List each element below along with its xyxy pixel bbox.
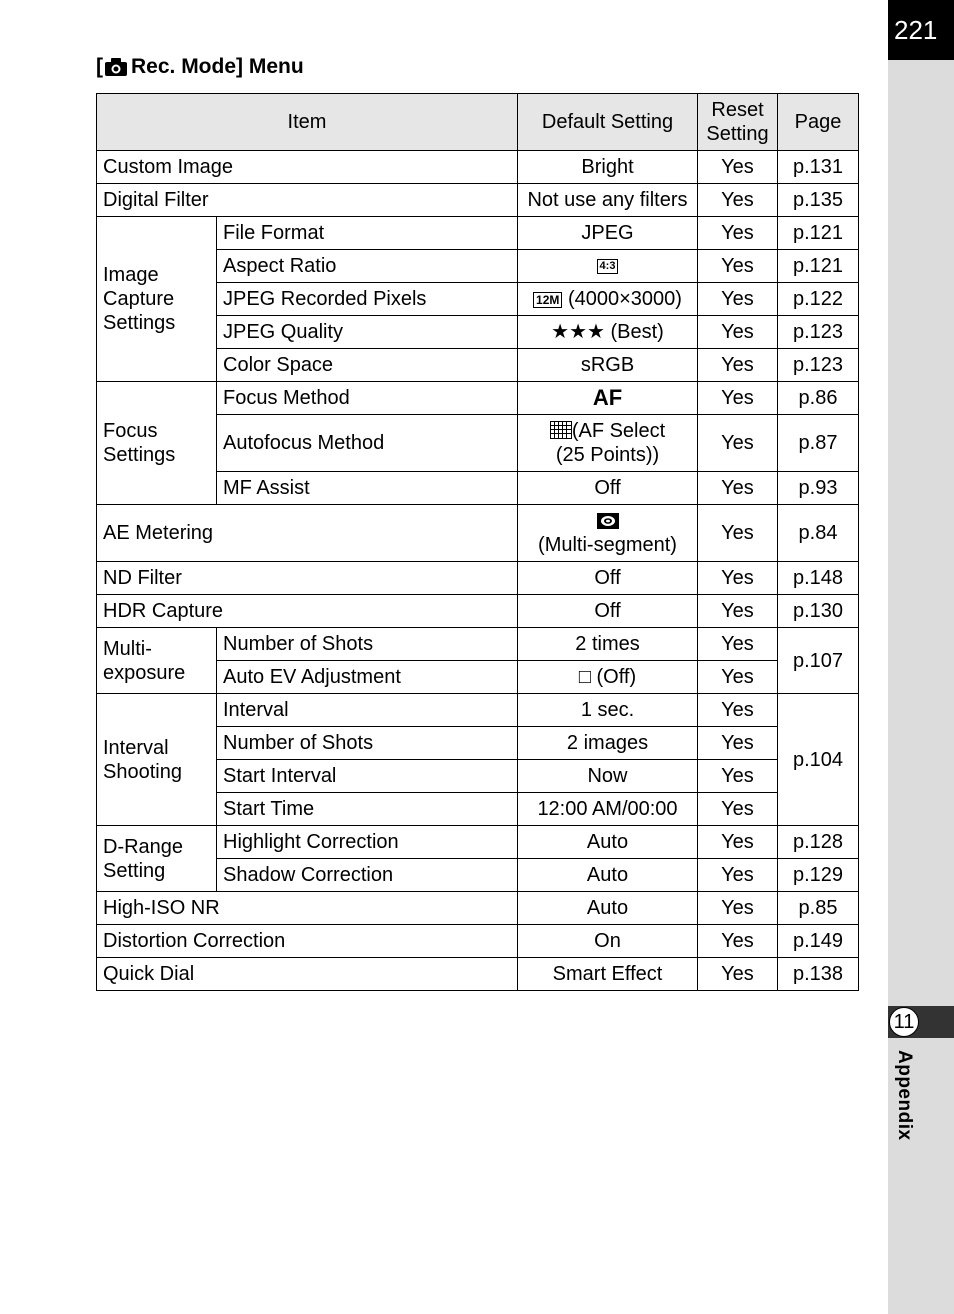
page-cell: p.85 bbox=[778, 892, 859, 925]
default-value: (Multi-segment) bbox=[538, 534, 677, 556]
default-cell bbox=[518, 283, 698, 316]
multi-segment-metering-icon bbox=[597, 513, 619, 529]
default-cell: 12:00 AM/00:00 bbox=[518, 793, 698, 826]
page-cell: p.130 bbox=[778, 595, 859, 628]
item-cell: Autofocus Method bbox=[217, 415, 518, 472]
chapter-label: Appendix bbox=[894, 1050, 915, 1141]
page-cell: p.107 bbox=[778, 628, 859, 694]
page-cell: p.121 bbox=[778, 250, 859, 283]
reset-cell: Yes bbox=[698, 925, 778, 958]
table-row bbox=[97, 184, 859, 217]
item-cell: Highlight Correction bbox=[217, 826, 518, 859]
item-cell: Custom Image bbox=[97, 151, 518, 184]
default-cell bbox=[518, 505, 698, 562]
default-cell: Auto bbox=[518, 892, 698, 925]
default-cell: Auto bbox=[518, 826, 698, 859]
default-value: (4000×3000) bbox=[567, 288, 682, 310]
group-cell: Image Capture Settings bbox=[97, 217, 217, 382]
table-row bbox=[97, 382, 859, 415]
default-cell: ★★★ (Best) bbox=[518, 316, 698, 349]
column-header-item: Item bbox=[97, 94, 518, 151]
reset-cell: Yes bbox=[698, 250, 778, 283]
default-value-line1: (AF Select bbox=[571, 420, 666, 442]
default-cell: Off bbox=[518, 562, 698, 595]
reset-cell: Yes bbox=[698, 316, 778, 349]
reset-cell: Yes bbox=[698, 628, 778, 661]
item-cell: Shadow Correction bbox=[217, 859, 518, 892]
reset-cell: Yes bbox=[698, 793, 778, 826]
table-row bbox=[97, 151, 859, 184]
table-row bbox=[97, 505, 859, 562]
item-cell: Aspect Ratio bbox=[217, 250, 518, 283]
reset-cell: Yes bbox=[698, 382, 778, 415]
default-cell: 1 sec. bbox=[518, 694, 698, 727]
page-cell: p.123 bbox=[778, 349, 859, 382]
default-cell bbox=[518, 250, 698, 283]
aspect-ratio-icon: 4:3 bbox=[597, 259, 619, 274]
page-cell: p.104 bbox=[778, 694, 859, 826]
item-cell: High-ISO NR bbox=[97, 892, 518, 925]
page-number: 221 bbox=[888, 0, 954, 60]
default-value-line2: (25 Points)) bbox=[555, 444, 660, 466]
item-cell: Quick Dial bbox=[97, 958, 518, 991]
default-cell bbox=[518, 415, 698, 472]
table-row bbox=[97, 694, 859, 727]
page-cell: p.131 bbox=[778, 151, 859, 184]
rec-mode-menu-table bbox=[96, 93, 859, 991]
table-row bbox=[97, 958, 859, 991]
item-cell: Distortion Correction bbox=[97, 925, 518, 958]
group-cell: Multi- exposure bbox=[97, 628, 217, 694]
group-cell: D-Range Setting bbox=[97, 826, 217, 892]
default-cell: Smart Effect bbox=[518, 958, 698, 991]
heading-suffix: Rec. Mode] Menu bbox=[131, 55, 304, 78]
af-select-grid-icon bbox=[550, 421, 572, 439]
default-cell: Off bbox=[518, 472, 698, 505]
reset-cell: Yes bbox=[698, 184, 778, 217]
group-cell: Interval Shooting bbox=[97, 694, 217, 826]
item-cell: AE Metering bbox=[97, 505, 518, 562]
reset-cell: Yes bbox=[698, 283, 778, 316]
pixels-12m-icon: 12M bbox=[533, 292, 562, 308]
item-cell: Focus Method bbox=[217, 382, 518, 415]
reset-cell: Yes bbox=[698, 415, 778, 472]
default-cell: sRGB bbox=[518, 349, 698, 382]
default-cell: AF bbox=[518, 382, 698, 415]
heading-prefix: [ bbox=[96, 55, 103, 78]
default-cell: JPEG bbox=[518, 217, 698, 250]
item-cell: HDR Capture bbox=[97, 595, 518, 628]
camera-icon bbox=[105, 58, 127, 76]
table-row bbox=[97, 562, 859, 595]
page-cell: p.86 bbox=[778, 382, 859, 415]
default-cell: On bbox=[518, 925, 698, 958]
page-cell: p.128 bbox=[778, 826, 859, 859]
reset-cell: Yes bbox=[698, 217, 778, 250]
reset-cell: Yes bbox=[698, 562, 778, 595]
page-cell: p.129 bbox=[778, 859, 859, 892]
default-cell: Auto bbox=[518, 859, 698, 892]
reset-cell: Yes bbox=[698, 661, 778, 694]
table-row bbox=[97, 925, 859, 958]
reset-cell: Yes bbox=[698, 595, 778, 628]
default-cell: □ (Off) bbox=[518, 661, 698, 694]
item-cell: Digital Filter bbox=[97, 184, 518, 217]
page-cell: p.138 bbox=[778, 958, 859, 991]
item-cell: Start Time bbox=[217, 793, 518, 826]
page-title bbox=[96, 55, 304, 79]
page-cell: p.148 bbox=[778, 562, 859, 595]
item-cell: MF Assist bbox=[217, 472, 518, 505]
item-cell: ND Filter bbox=[97, 562, 518, 595]
default-cell: Now bbox=[518, 760, 698, 793]
reset-cell: Yes bbox=[698, 892, 778, 925]
page-cell: p.87 bbox=[778, 415, 859, 472]
column-header-default: Default Setting bbox=[518, 94, 698, 151]
table-row bbox=[97, 826, 859, 859]
default-cell: Not use any filters bbox=[518, 184, 698, 217]
table-header-row bbox=[97, 94, 859, 151]
item-cell: Auto EV Adjustment bbox=[217, 661, 518, 694]
item-cell: Number of Shots bbox=[217, 628, 518, 661]
item-cell: Color Space bbox=[217, 349, 518, 382]
table-row bbox=[97, 892, 859, 925]
page-cell: p.135 bbox=[778, 184, 859, 217]
column-header-reset: Reset Setting bbox=[698, 94, 778, 151]
default-cell: 2 images bbox=[518, 727, 698, 760]
table-row bbox=[97, 217, 859, 250]
page-cell: p.123 bbox=[778, 316, 859, 349]
page-cell: p.121 bbox=[778, 217, 859, 250]
default-cell: Off bbox=[518, 595, 698, 628]
page-cell: p.149 bbox=[778, 925, 859, 958]
default-cell: Bright bbox=[518, 151, 698, 184]
reset-cell: Yes bbox=[698, 694, 778, 727]
chapter-number: 11 bbox=[889, 1007, 919, 1037]
reset-cell: Yes bbox=[698, 151, 778, 184]
item-cell: Start Interval bbox=[217, 760, 518, 793]
item-cell: Interval bbox=[217, 694, 518, 727]
reset-cell: Yes bbox=[698, 760, 778, 793]
page-cell: p.93 bbox=[778, 472, 859, 505]
table-row bbox=[97, 628, 859, 661]
page-cell: p.122 bbox=[778, 283, 859, 316]
column-header-page: Page bbox=[778, 94, 859, 151]
reset-cell: Yes bbox=[698, 472, 778, 505]
table-row bbox=[97, 595, 859, 628]
reset-cell: Yes bbox=[698, 859, 778, 892]
item-cell: JPEG Recorded Pixels bbox=[217, 283, 518, 316]
page-cell: p.84 bbox=[778, 505, 859, 562]
item-cell: File Format bbox=[217, 217, 518, 250]
item-cell: JPEG Quality bbox=[217, 316, 518, 349]
default-cell: 2 times bbox=[518, 628, 698, 661]
reset-cell: Yes bbox=[698, 727, 778, 760]
group-cell: Focus Settings bbox=[97, 382, 217, 505]
reset-cell: Yes bbox=[698, 826, 778, 859]
reset-cell: Yes bbox=[698, 505, 778, 562]
reset-cell: Yes bbox=[698, 958, 778, 991]
item-cell: Number of Shots bbox=[217, 727, 518, 760]
reset-cell: Yes bbox=[698, 349, 778, 382]
